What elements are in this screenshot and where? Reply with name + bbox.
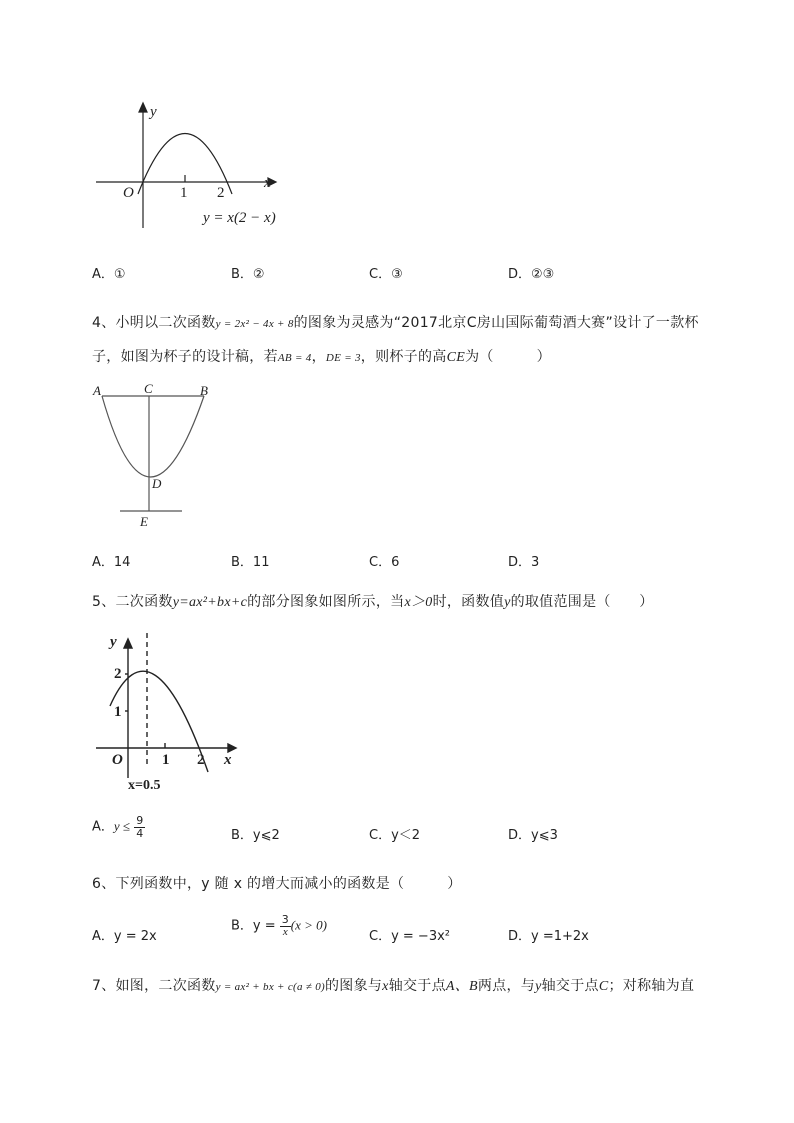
q3-option-c[interactable]: C．③ [369, 267, 403, 282]
graph1-tick-2: 2 [217, 185, 225, 201]
q4-text-b: 的图象为灵感为“2017北京C房山国际葡萄酒大赛”设计了一款杯 [293, 315, 699, 331]
q6-option-b-prefix: B．y = [231, 918, 276, 934]
graph1-function-label: y = x(2 − x) [203, 210, 276, 226]
graph2-x-label: x [224, 752, 232, 768]
q3-option-b[interactable]: B．② [231, 267, 265, 282]
q4-option-a[interactable]: A．14 [92, 555, 131, 570]
q6-option-c[interactable]: C．y = −3x² [369, 929, 450, 944]
q6-option-a[interactable]: A．y = 2x [92, 929, 157, 944]
q7-formula: y = ax² + bx + c(a ≠ 0) [215, 981, 325, 993]
q7-c: C [598, 979, 609, 994]
q4-option-b[interactable]: B．11 [231, 555, 270, 570]
parabola-graph-2 [90, 628, 250, 798]
graph2-y-tick-2: 2 [114, 666, 122, 682]
q5-text-c: 时，函数值 [432, 594, 505, 610]
q5-option-b[interactable]: B．y⩽2 [231, 828, 280, 843]
q7-y: y [535, 979, 542, 994]
graph1-x-label: x [264, 175, 271, 191]
q6-option-d[interactable]: D．y =1+2x [508, 929, 589, 944]
q4-ce: CE [446, 350, 466, 365]
q5-option-a[interactable] [92, 815, 145, 839]
cup-label-a: A [93, 383, 101, 398]
q4-text-c: 子，如图为杯子的设计稿，若 [92, 349, 278, 365]
q5-option-a-fraction [134, 815, 145, 839]
parabola-graph-1 [90, 98, 310, 238]
q5-question [92, 591, 654, 611]
q5-text-a: 5、二次函数 [92, 594, 173, 610]
graph1-y-label: y [150, 104, 157, 120]
q6-option-b-domain: (x > 0) [290, 917, 327, 933]
q7-text-c: 轴交于点 [388, 978, 446, 994]
q7-ab: A、B [445, 979, 478, 994]
q6-question: 6、下列函数中，y 随 x 的增大而减小的函数是（ ） [92, 876, 462, 892]
graph1-tick-1: 1 [180, 185, 188, 201]
cup-label-c: C [144, 381, 153, 396]
q4-de: DE = 3 [325, 352, 361, 364]
q7-text-a: 7、如图，二次函数 [92, 978, 216, 994]
q4-text-d: ，则杯子的高 [360, 349, 447, 365]
q5-option-c[interactable]: C．y＜2 [369, 828, 421, 843]
q4-text-a: 4、小明以二次函数 [92, 315, 216, 331]
q7-text-d: 两点，与 [477, 978, 536, 994]
q4-option-d[interactable]: D．3 [508, 555, 540, 570]
graph2-origin: O [112, 752, 123, 768]
q5-option-d[interactable]: D．y⩽3 [508, 828, 558, 843]
graph1-origin: O [123, 185, 134, 201]
fraction-denominator: x [282, 925, 288, 938]
q7-text-f: ；对称轴为直 [608, 978, 695, 994]
cup-label-e: E [140, 514, 148, 529]
q5-text-d: 的取值范围是（ ） [510, 594, 654, 610]
q4-formula: y = 2x² − 4x + 8 [215, 318, 294, 330]
q6-option-b[interactable] [231, 914, 327, 938]
cup-label-d: D [152, 476, 162, 491]
cup-diagram [90, 380, 220, 530]
q6-option-b-fraction [280, 914, 291, 938]
q4-text-e: 为（ ） [465, 349, 551, 365]
q4-line-1 [92, 312, 699, 332]
q7-text-e: 轴交于点 [541, 978, 599, 994]
fraction-numerator: 9 [136, 814, 144, 827]
q7-text-b: 的图象与 [324, 978, 383, 994]
q4-ab: AB = 4 [277, 352, 312, 364]
q5-option-a-prefix: A． [92, 819, 114, 835]
graph2-y-label: y [110, 634, 117, 650]
q7-question [92, 975, 694, 995]
fraction-numerator: 3 [281, 913, 289, 926]
q5-formula: y=ax²+bx+c [172, 595, 248, 610]
cup-label-b: B [200, 383, 208, 398]
q5-y: y [504, 595, 511, 610]
q4-line-2 [92, 346, 551, 366]
q4-sep: ， [311, 349, 326, 365]
q3-option-d[interactable]: D．②③ [508, 267, 555, 282]
q3-option-a[interactable]: A．① [92, 267, 126, 282]
fraction-denominator: 4 [136, 826, 144, 840]
graph2-x-tick-1: 1 [162, 752, 170, 768]
q4-option-c[interactable]: C．6 [369, 555, 400, 570]
graph2-x-tick-2: 2 [197, 752, 205, 768]
graph2-y-tick-1: 1 [114, 704, 122, 720]
q5-condition: x＞0 [404, 595, 433, 610]
q5-option-a-y: y ≤ [113, 818, 131, 834]
q5-text-b: 的部分图象如图所示，当 [247, 594, 405, 610]
q7-x: x [382, 979, 389, 994]
graph2-axis-of-symmetry-label: x=0.5 [128, 778, 161, 793]
